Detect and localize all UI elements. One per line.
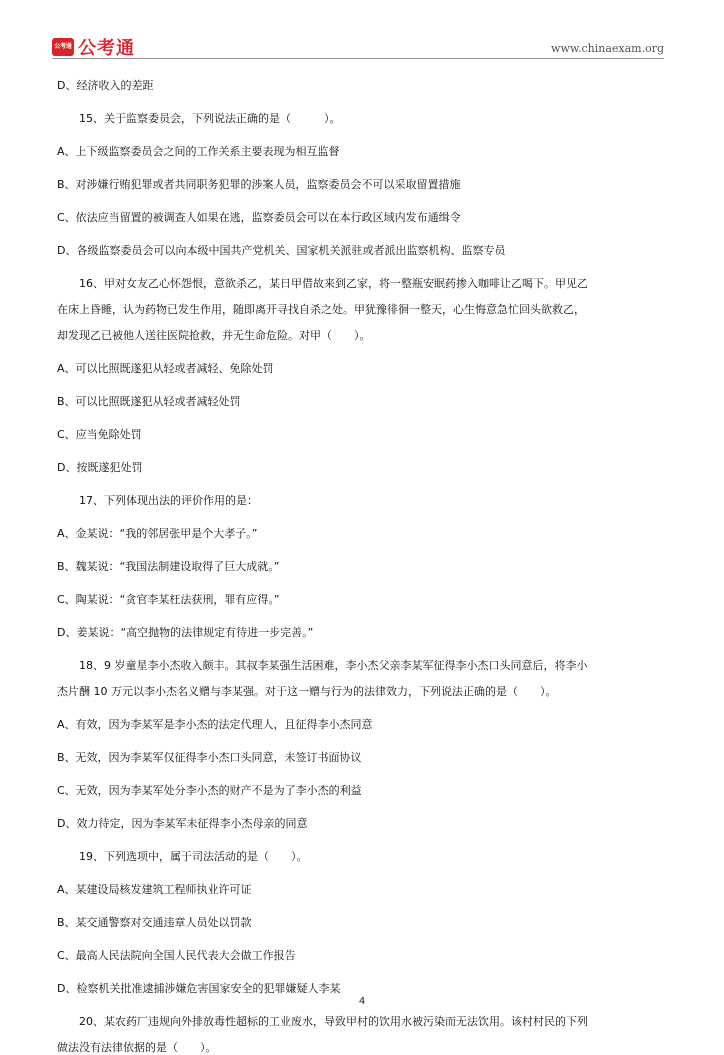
- answer-option: C、依法应当留置的被调查人如果在逃，监察委员会可以在本行政区域内发布通缉令: [57, 211, 461, 224]
- question-stem: 19、下列选项中，属于司法活动的是（ ）。: [79, 850, 308, 863]
- answer-option: A、上下级监察委员会之间的工作关系主要表现为相互监督: [57, 145, 340, 158]
- answer-option: C、无效，因为李某军处分李小杰的财产不是为了李小杰的利益: [57, 784, 362, 797]
- question-stem: 18、9 岁童星李小杰收入颇丰。其叔李某强生活困难，李小杰父亲李某军征得李小杰口头同意后，将李小: [79, 659, 588, 672]
- site-url: www.chinaexam.org: [551, 42, 664, 55]
- answer-option: D、按既遂犯处罚: [57, 461, 143, 474]
- answer-option: B、无效，因为李某军仅征得李小杰口头同意，未签订书面协议: [57, 751, 362, 764]
- logo: [52, 34, 135, 60]
- answer-option: D、经济收入的差距: [57, 79, 154, 92]
- answer-option: B、可以比照既遂犯从轻或者减轻处罚: [57, 395, 241, 408]
- question-continuation: 杰片酬 10 万元以李小杰名义赠与李某强。对于这一赠与行为的法律效力，下列说法正确的是（ ）。: [57, 685, 557, 698]
- answer-option: A、可以比照既遂犯从轻或者减轻、免除处罚: [57, 362, 274, 375]
- question-continuation: 在床上昏睡，认为药物已发生作用，随即离开寻找自杀之处。甲犹豫徘徊一整天，心生悔意急忙回头欲救乙，: [57, 303, 585, 316]
- answer-option: C、应当免除处罚: [57, 428, 142, 441]
- document-body: [57, 78, 671, 1055]
- answer-option: B、对涉嫌行贿犯罪或者共同职务犯罪的涉案人员，监察委员会不可以采取留置措施: [57, 178, 461, 191]
- answer-option: A、金某说：“我的邻居张甲是个大孝子。”: [57, 527, 258, 540]
- page-number: 4: [358, 996, 366, 1007]
- answer-option: D、效力待定，因为李某军未征得李小杰母亲的同意: [57, 817, 308, 830]
- answer-option: B、魏某说：“我国法制建设取得了巨大成就。”: [57, 560, 280, 573]
- question-stem: 16、甲对女友乙心怀怨恨，意欲杀乙，某日甲借故来到乙家，将一整瓶安眠药掺入咖啡让乙喝下。甲见乙: [79, 277, 588, 290]
- question-stem: 15、关于监察委员会，下列说法正确的是（ ）。: [79, 112, 341, 125]
- answer-option: C、最高人民法院向全国人民代表大会做工作报告: [57, 949, 296, 962]
- answer-option: D、检察机关批准逮捕涉嫌危害国家安全的犯罪嫌疑人李某: [57, 982, 341, 995]
- header-divider: [52, 58, 664, 59]
- answer-option: D、各级监察委员会可以向本级中国共产党机关、国家机关派驻或者派出监察机构、监察专员: [57, 244, 506, 257]
- answer-option: A、有效，因为李某军是李小杰的法定代理人，且征得李小杰同意: [57, 718, 373, 731]
- answer-option: A、某建设局核发建筑工程师执业许可证: [57, 883, 252, 896]
- answer-option: C、陶某说：“贪官李某枉法获刑，罪有应得。”: [57, 593, 280, 606]
- answer-option: B、某交通警察对交通违章人员处以罚款: [57, 916, 252, 929]
- page-header: [52, 34, 664, 60]
- question-stem: 17、下列体现出法的评价作用的是：: [79, 494, 258, 507]
- question-stem: 20、某农药厂违规向外排放毒性超标的工业废水，导致甲村的饮用水被污染而无法饮用。该村村民的下列: [79, 1015, 588, 1028]
- logo-badge-icon: 公考通: [52, 38, 74, 56]
- question-continuation: 做法没有法律依据的是（ ）。: [57, 1041, 217, 1054]
- answer-option: D、姜某说：“高空抛物的法律规定有待进一步完善。”: [57, 626, 314, 639]
- logo-text: 公考通: [78, 38, 135, 59]
- question-continuation: 却发现乙已被他人送往医院抢救，并无生命危险。对甲（ ）。: [57, 329, 371, 342]
